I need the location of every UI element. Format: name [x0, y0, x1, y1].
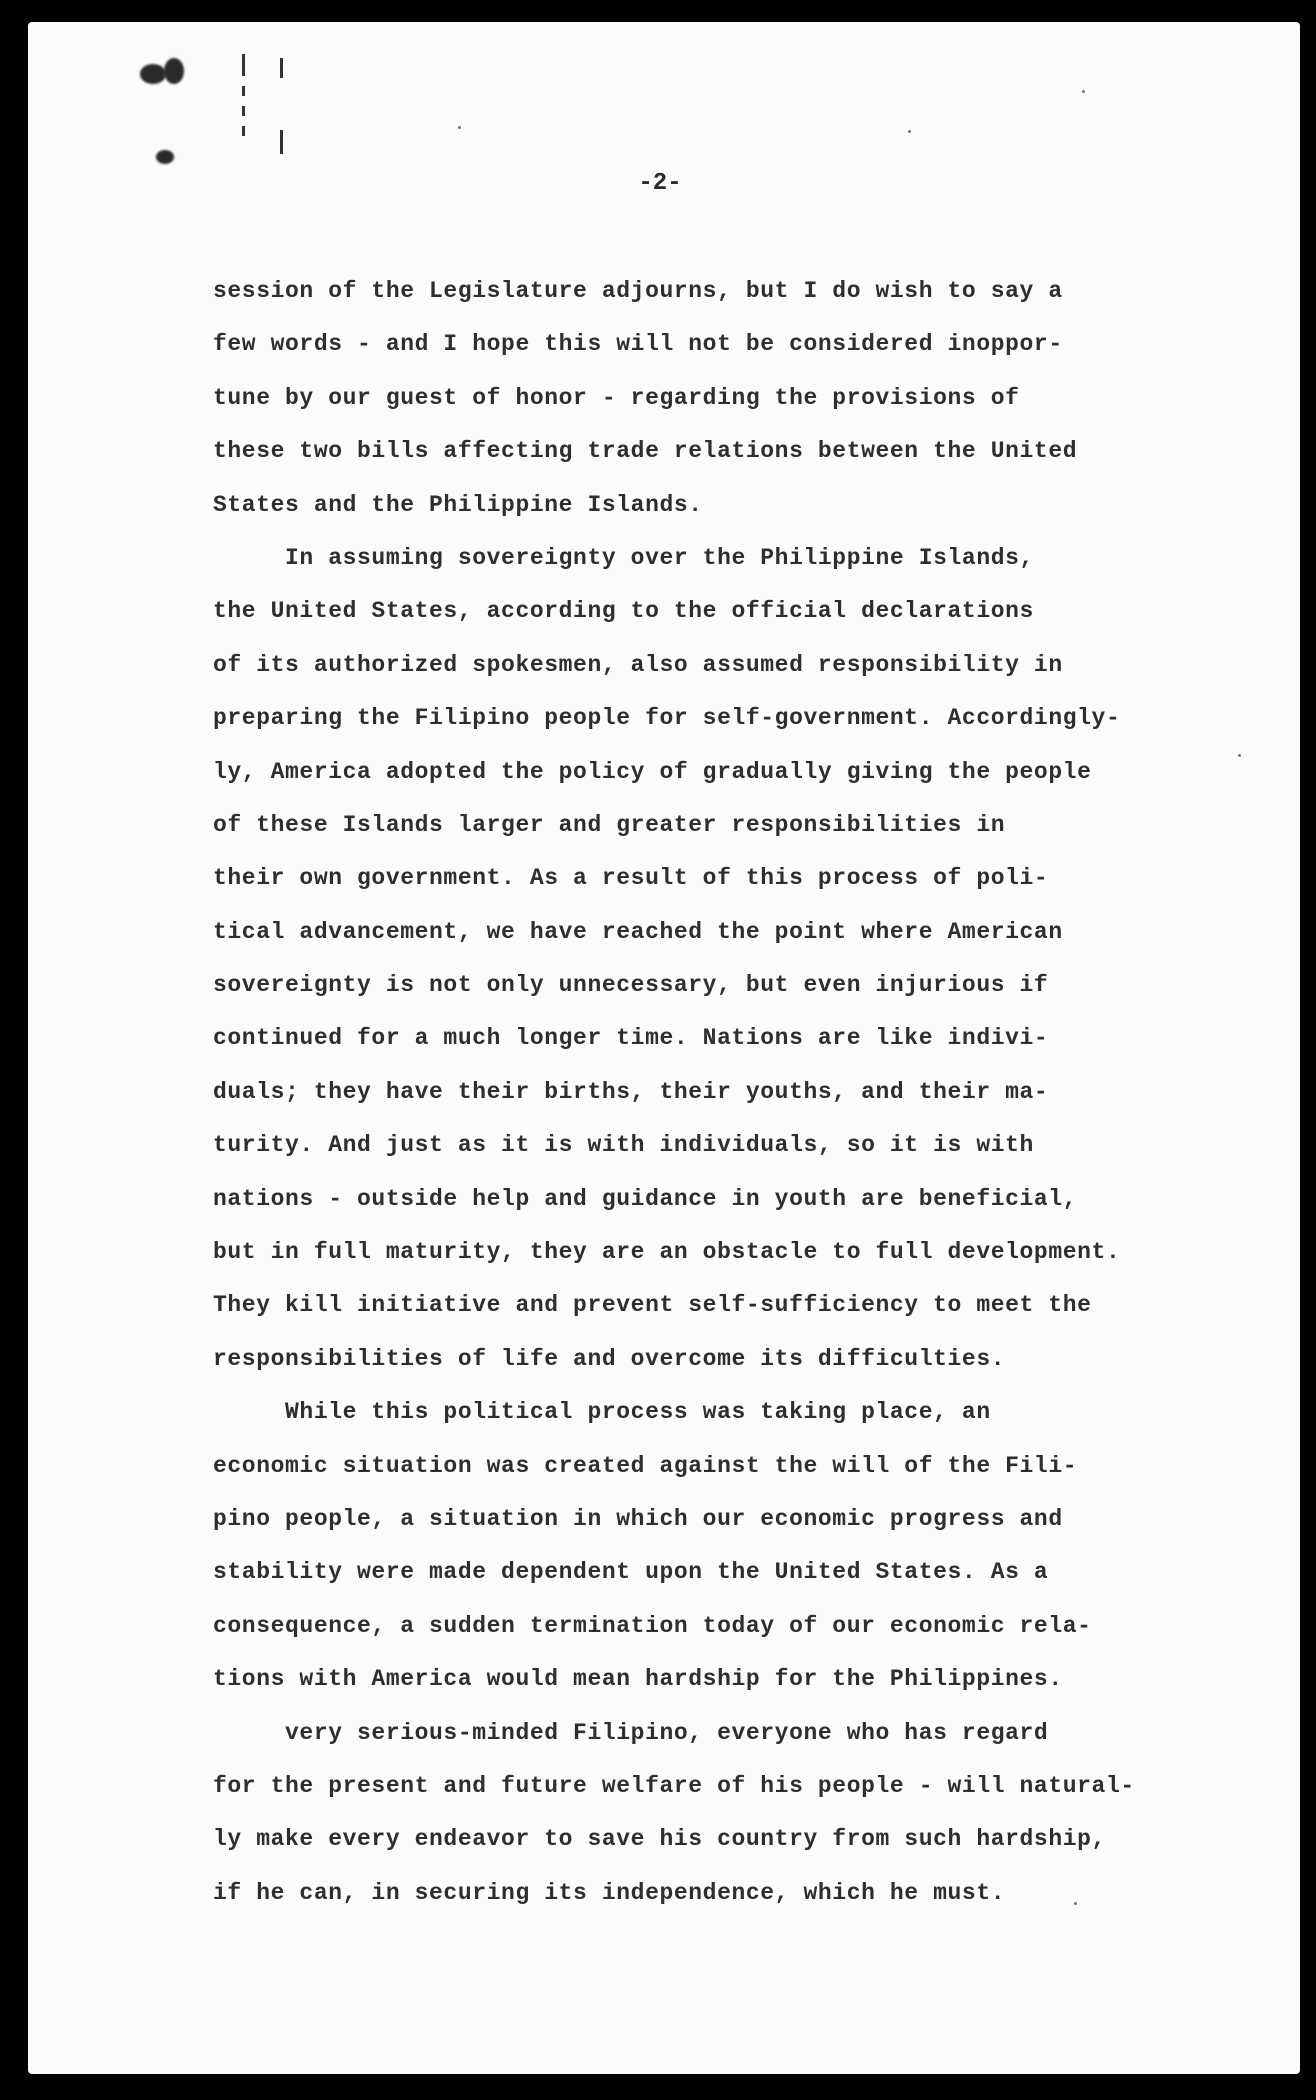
text-line: sovereignty is not only unnecessary, but even injurious if	[213, 972, 1049, 999]
text-line: these two bills affecting trade relations between the United	[213, 438, 1078, 465]
text-line: ly make every endeavor to save his country from such hardship,	[213, 1826, 1106, 1853]
text-line: tical advancement, we have reached the point where American	[213, 918, 1063, 945]
text-line: tune by our guest of honor - regarding the provisions of	[213, 384, 1020, 411]
text-line: few words - and I hope this will not be considered inoppor-	[213, 331, 1063, 358]
text-line: if he can, in securing its independence, which he must.	[213, 1879, 1006, 1906]
speck	[458, 126, 461, 129]
document-page	[28, 22, 1300, 2074]
text-line: They kill initiative and prevent self-sufficiency to meet the	[213, 1292, 1092, 1319]
ink-smudge	[140, 64, 166, 84]
perforation-mark	[242, 86, 245, 96]
text-line: session of the Legislature adjourns, but I do wish to say a	[213, 278, 1063, 304]
speck	[1082, 90, 1085, 93]
text-line: responsibilities of life and overcome its difficulties.	[213, 1345, 1006, 1372]
text-line: States and the Philippine Islands.	[213, 491, 703, 518]
text-line: duals; they have their births, their youths, and their ma-	[213, 1078, 1049, 1105]
text-line: preparing the Filipino people for self-government. Accordingly-	[213, 705, 1121, 732]
text-line: very serious-minded Filipino, everyone who has regard	[213, 1719, 1049, 1746]
page-number: -2-	[638, 170, 682, 197]
text-line: nations - outside help and guidance in youth are beneficial,	[213, 1185, 1078, 1212]
text-line: While this political process was taking place, an	[213, 1399, 991, 1426]
perforation-mark	[242, 126, 245, 136]
text-line: of these Islands larger and greater responsibilities in	[213, 811, 1006, 838]
perforation-mark	[280, 58, 283, 78]
text-line: continued for a much longer time. Nations are like indivi-	[213, 1025, 1049, 1052]
text-line: In assuming sovereignty over the Philippine Islands,	[213, 544, 1034, 571]
text-line: ly, America adopted the policy of gradually giving the people	[213, 758, 1092, 785]
speck	[908, 130, 911, 133]
text-line: of its authorized spokesmen, also assumed responsibility in	[213, 651, 1063, 678]
text-line: their own government. As a result of this process of poli-	[213, 865, 1049, 892]
text-line: pino people, a situation in which our economic progress and	[213, 1505, 1063, 1532]
text-line: turity. And just as it is with individuals, so it is with	[213, 1132, 1034, 1159]
perforation-mark	[242, 54, 245, 76]
text-line: for the present and future welfare of his people - will natural-	[213, 1772, 1135, 1799]
text-line: the United States, according to the official declarations	[213, 598, 1034, 625]
text-line: tions with America would mean hardship for the Philippines.	[213, 1666, 1063, 1693]
text-line: economic situation was created against the will of the Fili-	[213, 1452, 1078, 1479]
text-line: stability were made dependent upon the United States. As a	[213, 1559, 1049, 1586]
ink-smudge	[164, 58, 184, 84]
text-line: consequence, a sudden termination today of our economic rela-	[213, 1612, 1092, 1639]
perforation-mark	[280, 130, 283, 154]
text-line: but in full maturity, they are an obstacle to full development.	[213, 1239, 1121, 1266]
perforation-mark	[242, 106, 245, 116]
ink-smudge	[156, 150, 174, 164]
body-text	[213, 265, 1243, 1920]
